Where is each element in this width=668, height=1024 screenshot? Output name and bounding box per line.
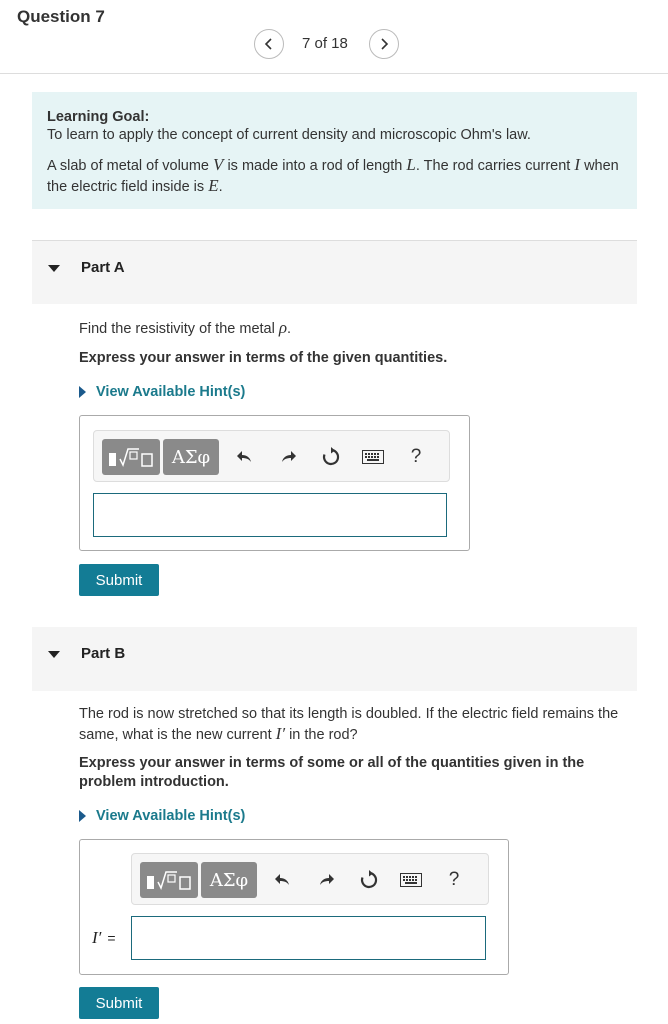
previous-question-button[interactable] xyxy=(254,29,284,59)
var-v: V xyxy=(213,155,224,174)
intro-text: is made into a rod of length xyxy=(223,158,407,174)
question-text: The rod is now stretched so that its length is doubled. If the electric field remains the same, what is the new current xyxy=(79,706,619,743)
intro-text: . xyxy=(218,179,223,195)
part-a-header[interactable] xyxy=(32,240,637,304)
chevron-right-icon xyxy=(377,37,391,51)
header-divider xyxy=(0,73,668,74)
expand-triangle-icon xyxy=(79,386,86,398)
question-text: in the rod? xyxy=(285,727,358,743)
math-toolbar xyxy=(93,430,450,482)
collapse-triangle-icon xyxy=(48,651,60,658)
hint-label: View Available Hint(s) xyxy=(96,384,246,400)
help-button[interactable]: ? xyxy=(410,446,422,467)
part-a-answer-input[interactable] xyxy=(93,493,447,537)
undo-icon[interactable] xyxy=(271,868,295,892)
part-b-answer-input[interactable] xyxy=(131,916,486,960)
redo-icon[interactable] xyxy=(276,445,300,469)
equals-sign: = xyxy=(107,930,116,946)
undo-icon[interactable] xyxy=(233,445,257,469)
next-question-button[interactable] xyxy=(369,29,399,59)
var-i: I xyxy=(574,155,581,174)
part-a-answer-box xyxy=(79,415,470,551)
learning-goal-heading: Learning Goal: xyxy=(47,109,150,125)
var-i-prime: I′ xyxy=(275,724,286,743)
part-b-label: Part B xyxy=(81,645,126,662)
part-a-hint-link[interactable] xyxy=(79,384,245,400)
intro-text: when the electric field inside is xyxy=(47,158,619,195)
keyboard-icon[interactable] xyxy=(399,868,423,892)
greek-symbols-button[interactable]: ΑΣφ xyxy=(163,439,219,475)
greek-symbols-button[interactable]: ΑΣφ xyxy=(201,862,257,898)
question-text: . xyxy=(287,321,292,337)
reset-icon[interactable] xyxy=(319,445,343,469)
collapse-triangle-icon xyxy=(48,265,60,272)
intro-text: A slab of metal of volume xyxy=(47,158,214,174)
var-rho: ρ xyxy=(278,318,288,337)
templates-button[interactable] xyxy=(102,439,160,475)
part-b-instruction: Express your answer in terms of some or all of the quantities given in the problem introduction. xyxy=(79,755,585,790)
expand-triangle-icon xyxy=(79,810,86,822)
input-label-var: I′ xyxy=(92,928,102,947)
help-button[interactable]: ? xyxy=(448,869,460,890)
part-b-header[interactable] xyxy=(32,627,637,691)
part-a-instruction: Express your answer in terms of the given quantities. xyxy=(79,350,448,366)
templates-icon xyxy=(106,444,156,470)
question-position: 7 of 18 xyxy=(302,35,348,52)
reset-icon[interactable] xyxy=(357,868,381,892)
problem-introduction xyxy=(47,155,623,197)
part-a-label: Part A xyxy=(81,259,125,276)
input-label xyxy=(92,928,116,948)
part-b-submit-button[interactable]: Submit xyxy=(79,987,159,1019)
chevron-left-icon xyxy=(262,37,276,51)
learning-goal-objective: To learn to apply the concept of current density and microscopic Ohm's law. xyxy=(47,127,531,143)
part-b-answer-box xyxy=(79,839,509,975)
part-a-submit-button[interactable]: Submit xyxy=(79,564,159,596)
question-title: Question 7 xyxy=(17,7,105,26)
learning-goal-panel xyxy=(32,92,637,209)
templates-icon xyxy=(144,867,194,893)
var-l: L xyxy=(406,155,416,174)
part-a-question xyxy=(79,318,291,339)
keyboard-icon[interactable] xyxy=(361,445,385,469)
part-b-hint-link[interactable] xyxy=(79,808,245,824)
math-toolbar xyxy=(131,853,489,905)
hint-label: View Available Hint(s) xyxy=(96,808,246,824)
var-e: E xyxy=(208,176,219,195)
question-text: Find the resistivity of the metal xyxy=(79,321,279,337)
intro-text: . The rod carries current xyxy=(415,158,575,174)
part-b-question xyxy=(79,705,644,745)
templates-button[interactable] xyxy=(140,862,198,898)
redo-icon[interactable] xyxy=(314,868,338,892)
